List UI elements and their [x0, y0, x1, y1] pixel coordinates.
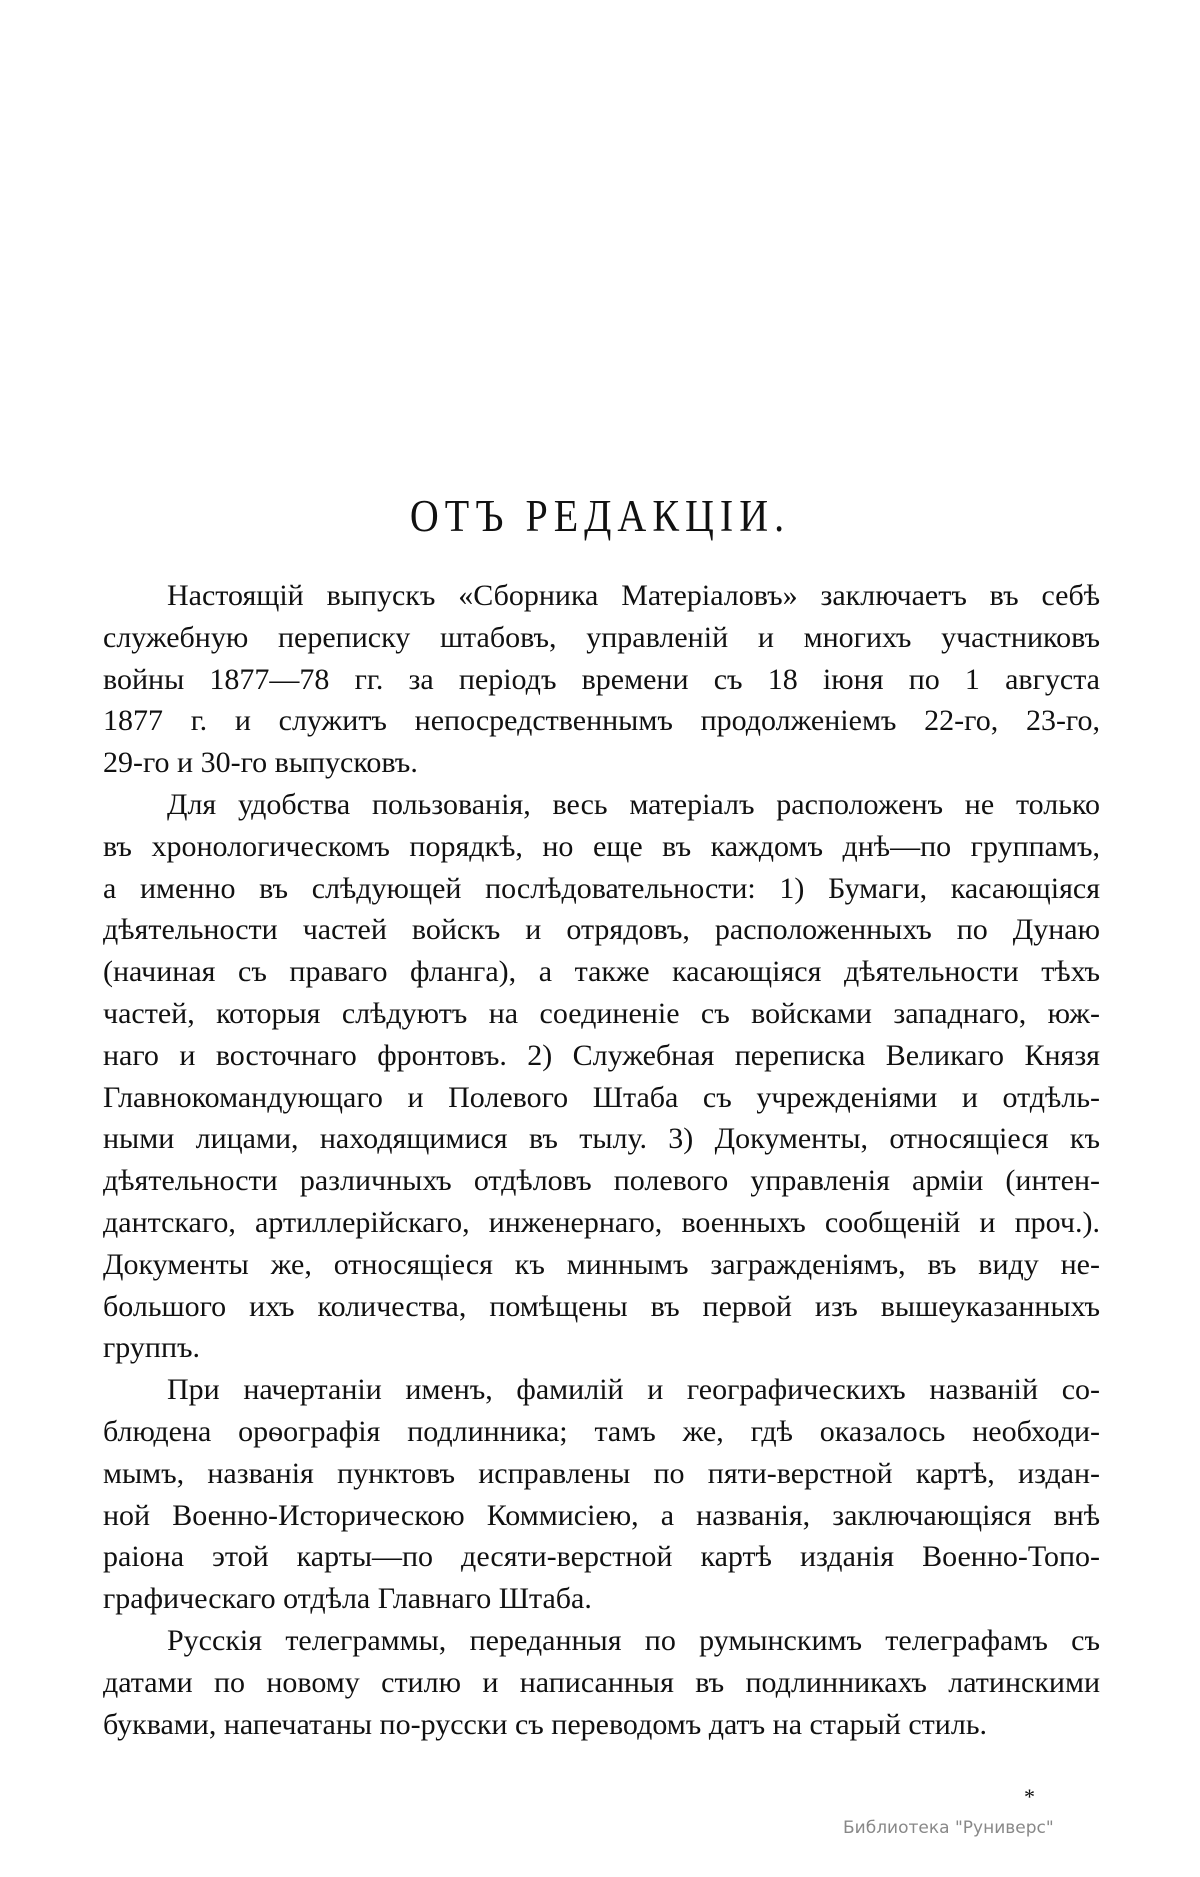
text-line: раіона этой карты—по десяти-верстной картѣ изданія Военно-Топо-	[103, 1540, 1100, 1574]
text-line: Главнокомандующаго и Полевого Штаба съ учрежденіями и отдѣль-	[103, 1080, 1100, 1114]
document-body	[103, 575, 1100, 1745]
paragraph	[103, 1369, 1100, 1620]
text-line: буквами, напечатаны по-русски съ переводомъ датъ на старый стиль.	[103, 1707, 988, 1741]
text-line: наго и восточнаго фронтовъ. 2) Служебная переписка Великаго Князя	[103, 1038, 1100, 1072]
text-line: войны 1877—78 гг. за періодъ времени съ 18 іюня по 1 августа	[103, 662, 1100, 696]
text-line: графическаго отдѣла Главнаго Штаба.	[103, 1582, 592, 1616]
paragraph	[103, 784, 1100, 1369]
text-line: Для удобства пользованія, весь матеріалъ расположенъ не только	[167, 787, 1100, 821]
text-line: 1877 г. и служитъ непосредственнымъ продолженіемъ 22-го, 23-го,	[103, 704, 1100, 738]
text-line: большого ихъ количества, помѣщены въ первой изъ вышеуказанныхъ	[103, 1289, 1100, 1323]
text-line: въ хронологическомъ порядкѣ, но еще въ каждомъ днѣ—по группамъ,	[103, 829, 1100, 863]
text-line: ной Военно-Историческою Коммисіею, а названія, заключающіяся внѣ	[103, 1498, 1100, 1532]
paragraph	[103, 575, 1100, 784]
text-line: блюдена орѳографія подлинника; тамъ же, гдѣ оказалось необходи-	[103, 1414, 1100, 1448]
page-title: ОТЪ РЕДАКЦІИ.	[409, 489, 791, 542]
text-line: а именно въ слѣдующей послѣдовательности: 1) Бумаги, касающіяся	[103, 871, 1100, 905]
text-line: частей, которыя слѣдуютъ на соединеніе съ войсками западнаго, юж-	[103, 996, 1100, 1030]
text-line: Настоящій выпускъ «Сборника Матеріаловъ» заключаетъ въ себѣ	[167, 579, 1100, 612]
text-line: группъ.	[103, 1331, 201, 1365]
text-line: ными лицами, находящимися въ тылу. 3) Документы, относящіеся къ	[103, 1122, 1100, 1156]
text-line: Документы же, относящіеся къ миннымъ загражденіямъ, въ виду не-	[103, 1247, 1100, 1281]
library-watermark: Библиотека "Руниверс"	[843, 1818, 1054, 1838]
text-line: (начиная съ праваго фланга), а также касающіяся дѣятельности тѣхъ	[103, 955, 1100, 989]
text-line: дѣятельности различныхъ отдѣловъ полевого управленія арміи (интен-	[103, 1164, 1100, 1198]
text-line: При начертаніи именъ, фамилій и географическихъ названій со-	[167, 1373, 1100, 1407]
text-line: служебную переписку штабовъ, управленій и многихъ участниковъ	[103, 620, 1100, 654]
text-line: мымъ, названія пунктовъ исправлены по пяти-верстной картѣ, издан-	[103, 1456, 1100, 1490]
text-line: 29-го и 30-го выпусковъ.	[103, 746, 418, 780]
text-line: датами по новому стилю и написанныя въ подлинникахъ латинскими	[103, 1665, 1100, 1699]
paragraph	[103, 1620, 1100, 1745]
text-line: Русскія телеграммы, переданныя по румынскимъ телеграфамъ съ	[167, 1623, 1100, 1657]
text-line: дантскаго, артиллерійскаго, инженернаго, военныхъ сообщеній и проч.).	[103, 1205, 1100, 1239]
text-line: дѣятельности частей войскъ и отрядовъ, расположенныхъ по Дунаю	[103, 913, 1100, 947]
page-mark: *	[1024, 1784, 1035, 1809]
